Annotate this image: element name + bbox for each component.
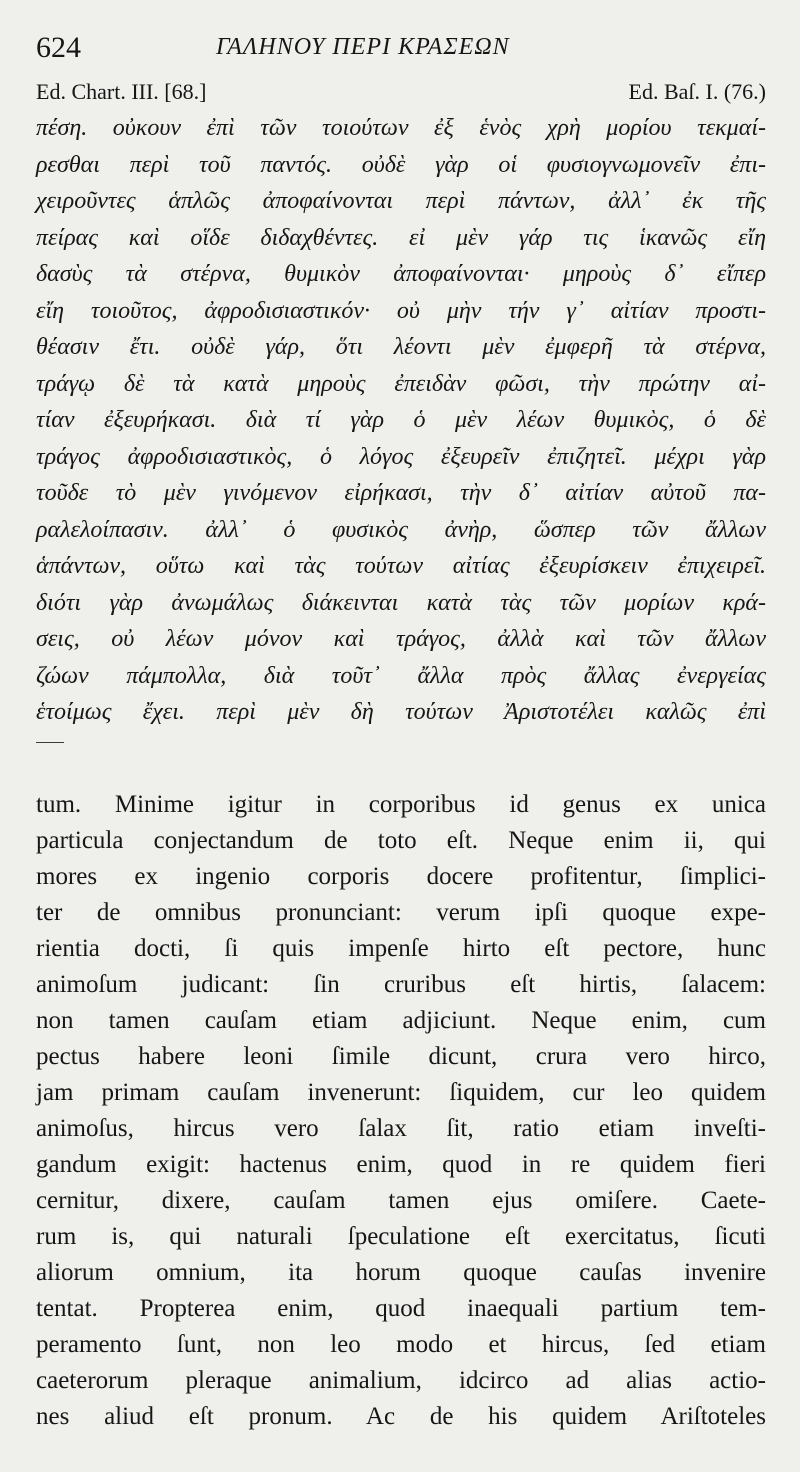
greek-text-line: ρεσθαι περὶ τοῦ παντός. οὐδὲ γὰρ οἱ φυσιογνωμονεῖν ἐπι- <box>36 151 766 178</box>
greek-text-block <box>36 110 766 731</box>
greek-text-line: ἁπάντων, οὕτω καὶ τὰς τούτων αἰτίας ἐξευρίσκειν ἐπιχειρεῖ. <box>36 553 766 579</box>
latin-text-line: mores ex ingenio corporis docere profitentur, ſimplici- <box>36 863 766 890</box>
latin-text-line: non tamen cauſam etiam adjiciunt. Neque enim, cum <box>36 1007 766 1034</box>
greek-text-line: εἴη τοιοῦτος, ἀφροδισιαστικόν· οὐ μὴν τήν γ᾽ αἰτίαν προστι- <box>36 297 766 324</box>
latin-text-line: rientia docti, ſi quis impenſe hirto eſt pectore, hunc <box>36 935 766 962</box>
latin-text-block <box>36 787 766 1435</box>
greek-text-line: διότι γὰρ ἀνωμάλως διάκεινται κατὰ τὰς τῶν μορίων κρά- <box>36 589 766 616</box>
greek-text-line: πείρας καὶ οἵδε διδαχθέντες. εἰ μὲν γάρ τις ἱκανῶς εἴη <box>36 224 766 251</box>
latin-text-line: ter de omnibus pronunciant: verum ipſi quoque expe- <box>36 899 766 926</box>
latin-text-line: tum. Minime igitur in corporibus id genus ex unica <box>36 791 766 818</box>
greek-text-line: τράγῳ δὲ τὰ κατὰ μηροὺς ἐπειδὰν φῶσι, τὴν πρώτην αἰ- <box>36 370 766 397</box>
greek-text-line: δασὺς τὰ στέρνα, θυμικὸν ἀποφαίνονται· μηροὺς δ᾽ εἴπερ <box>36 261 766 287</box>
greek-text-line: τίαν ἐξευρήκασι. διὰ τί γὰρ ὁ μὲν λέων θυμικὸς, ὁ δὲ <box>36 407 766 433</box>
greek-text-line: τοῦδε τὸ μὲν γινόμενον εἰρήκασι, τὴν δ᾽ αἰτίαν αὐτοῦ πα- <box>36 480 766 506</box>
greek-text-line: θέασιν ἔτι. οὐδὲ γάρ, ὅτι λέοντι μὲν ἐμφερῆ τὰ στέρνα, <box>36 334 766 360</box>
greek-text-line: τράγος ἀφροδισιαστικὸς, ὁ λόγος ἐξευρεῖν ἐπιζητεῖ. μέχρι γὰρ <box>36 443 766 470</box>
latin-text-line: pectus habere leoni ſimile dicunt, crura vero hirco, <box>36 1043 766 1070</box>
latin-text-line: peramento ſunt, non leo modo et hircus, ſed etiam <box>36 1331 766 1358</box>
greek-text-line: ἑτοίμως ἔχει. περὶ μὲν δὴ τούτων Ἀριστοτέλει καλῶς ἐπὶ <box>36 699 766 725</box>
latin-text-line: animoſus, hircus vero ſalax ſit, ratio etiam inveſti- <box>36 1115 766 1142</box>
edition-reference-right: Ed. Baſ. I. (76.) <box>628 79 766 104</box>
page-number: 624 <box>36 31 81 64</box>
latin-text-line: animoſum judicant: ſin cruribus eſt hirtis, ſalacem: <box>36 971 766 998</box>
latin-text-line: cernitur, dixere, cauſam tamen ejus omiſere. Caete- <box>36 1187 766 1214</box>
greek-text-line: πέση. οὐκουν ἐπὶ τῶν τοιούτων ἐξ ἑνὸς χρὴ μορίου τεκμαί- <box>36 115 766 141</box>
edition-reference-left: Ed. Chart. III. [68.] <box>36 79 207 104</box>
section-separator <box>36 742 64 743</box>
edition-reference-line <box>36 78 766 108</box>
greek-text-line: χειροῦντες ἁπλῶς ἀποφαίνονται περὶ πάντων, ἀλλ᾽ ἐκ τῆς <box>36 188 766 214</box>
greek-text-line: σεις, οὐ λέων μόνον καὶ τράγος, ἀλλὰ καὶ τῶν ἄλλων <box>36 626 766 652</box>
latin-text-line: particula conjectandum de toto eſt. Neque enim ii, qui <box>36 827 766 854</box>
latin-text-line: aliorum omnium, ita horum quoque cauſas invenire <box>36 1259 766 1286</box>
latin-text-line: gandum exigit: hactenus enim, quod in re quidem fieri <box>36 1151 766 1178</box>
latin-text-line: tentat. Propterea enim, quod inaequali partium tem- <box>36 1295 766 1322</box>
greek-text-line: ζώων πάμπολλα, διὰ τοῦτ᾽ ἄλλα πρὸς ἄλλας ἐνεργείας <box>36 662 766 689</box>
latin-text-line: rum is, qui naturali ſpeculatione eſt exercitatus, ſicuti <box>36 1223 766 1250</box>
latin-text-line: jam primam cauſam invenerunt: ſiquidem, cur leo quidem <box>36 1079 766 1106</box>
latin-text-line: nes aliud eſt pronum. Ac de his quidem Ariſtoteles <box>36 1403 766 1430</box>
page-title: ΓΑΛΗΝΟΥ ΠΕΡΙ ΚΡΑΣΕΩΝ <box>216 34 510 60</box>
greek-text-line: ραλελοίπασιν. ἀλλ᾽ ὁ φυσικὸς ἀνὴρ, ὥσπερ τῶν ἄλλων <box>36 516 766 543</box>
running-head <box>36 28 766 68</box>
latin-text-line: caeterorum pleraque animalium, idcirco ad alias actio- <box>36 1367 766 1394</box>
